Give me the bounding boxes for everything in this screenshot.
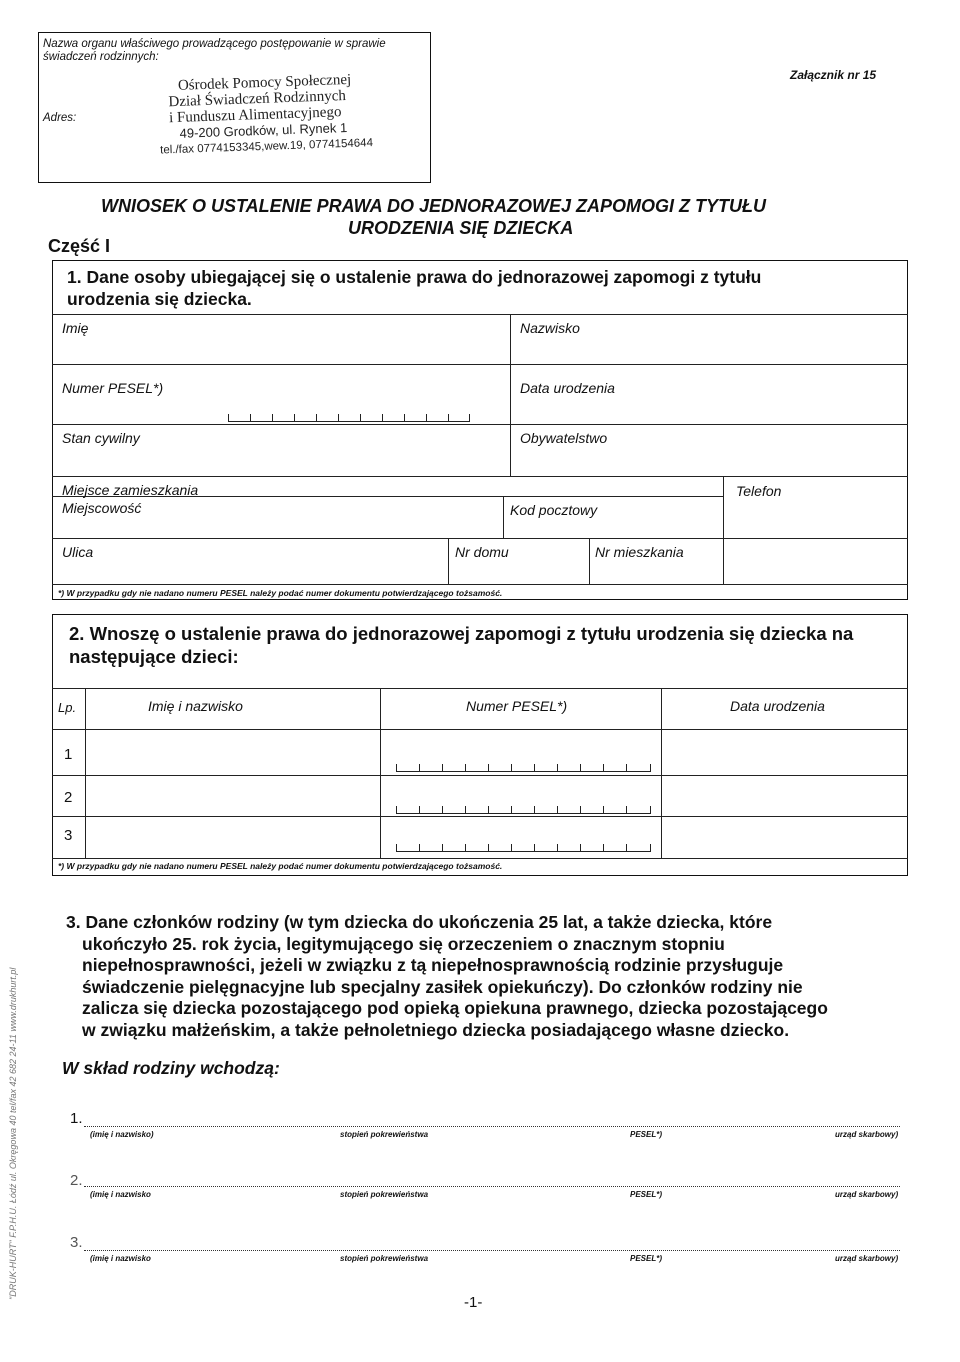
street-label: Ulica: [62, 544, 94, 560]
issuing-authority-box: [38, 32, 431, 183]
civil-status-label: Stan cywilny: [62, 430, 140, 446]
section1-heading: [67, 266, 761, 310]
page-number: -1-: [464, 1294, 483, 1311]
pesel-label: Numer PESEL*): [62, 380, 164, 396]
section3-heading-line: niepełnosprawności, jeżeli w związku z tą niepełnosprawnością rodzinie przysługuje: [82, 955, 784, 975]
grid-line: [52, 775, 908, 776]
col-name-header: Imię i nazwisko: [148, 698, 243, 714]
grid-line: [723, 476, 724, 584]
section2-heading: [69, 622, 853, 668]
attachment-number: Załącznik nr 15: [790, 68, 877, 82]
grid-line: [52, 858, 908, 859]
locality-label: Miejscowość: [62, 500, 142, 516]
phone-label: Telefon: [736, 483, 782, 499]
pesel-caption: PESEL*): [630, 1254, 663, 1263]
grid-line: [52, 729, 908, 730]
name-caption: (imię i nazwisko: [90, 1254, 151, 1263]
entry-number: 1.: [70, 1110, 83, 1127]
grid-line: [52, 688, 908, 689]
grid-line: [448, 538, 449, 584]
row-number: 1: [64, 746, 73, 763]
relationship-caption: stopień pokrewieństwa: [340, 1254, 429, 1263]
grid-line: [510, 314, 511, 476]
organ-label: Nazwa organu właściwego prowadzącego postępowanie w sprawie świadczeń rodzinnych:: [43, 38, 386, 63]
section3-heading-line: świadczenie pielęgnacyjne lub specjalny zasiłek opiekuńczy). Do członków rodziny nie: [82, 976, 803, 997]
form-title-line1: WNIOSEK O USTALENIE PRAWA DO JEDNORAZOWEJ ZAPOMOGI Z TYTUŁU: [101, 196, 767, 216]
grid-line: [52, 538, 908, 539]
col-pesel-header: Numer PESEL*): [466, 698, 568, 714]
applicant-pesel-field[interactable]: [228, 412, 470, 422]
entry-number: 3.: [70, 1234, 83, 1251]
family-member-1-field[interactable]: [84, 1126, 900, 1127]
section3-heading-line: w związku małżeńskim, a także pełnoletniego dziecka posiadającego własne dziecko.: [82, 1019, 790, 1040]
tax-office-caption: urząd skarbowy): [835, 1190, 899, 1199]
row-number: 3: [64, 827, 73, 844]
grid-line: [52, 584, 908, 585]
house-number-label: Nr domu: [455, 544, 509, 560]
grid-line: [52, 364, 908, 365]
citizenship-label: Obywatelstwo: [520, 430, 608, 446]
apartment-number-label: Nr mieszkania: [595, 544, 684, 560]
relationship-caption: stopień pokrewieństwa: [340, 1130, 429, 1139]
grid-line: [52, 476, 908, 477]
name-caption: (imię i nazwisko: [90, 1190, 151, 1199]
surname-label: Nazwisko: [520, 320, 580, 336]
child3-pesel-field[interactable]: [396, 842, 651, 852]
col-number-header: Lp.: [58, 700, 77, 715]
grid-line: [380, 688, 381, 858]
section1-heading-line2: urodzenia się dziecka.: [67, 289, 252, 309]
pesel-caption: PESEL*): [630, 1130, 663, 1139]
grid-line: [52, 816, 908, 817]
pesel-caption: PESEL*): [630, 1190, 663, 1199]
section3-heading: [66, 912, 828, 1041]
row-number: 2: [64, 789, 73, 806]
section2-heading-line1: 2. Wnoszę o ustalenie prawa do jednorazowej zapomogi z tytułu urodzenia się dziecka na: [69, 623, 854, 644]
grid-line: [661, 688, 662, 858]
stamp-line: 49-200 Grodków, ul. Rynek 1: [179, 119, 348, 141]
section1-footnote: *) W przypadku gdy nie nadano numeru PESEL należy podać numer dokumentu potwierdzającego tożsamość.: [58, 588, 503, 598]
grid-line: [52, 424, 908, 425]
family-composition-label: W skład rodziny wchodzą:: [62, 1058, 280, 1078]
residence-label: Miejsce zamieszkania: [62, 482, 199, 498]
children-section: [52, 614, 908, 876]
stamp-line: Ośrodek Pomocy Społecznej: [177, 71, 352, 94]
section3-heading-line: zalicza się dziecka pozostającego pod opieką opiekuna prawnego, dziecka pozostającego: [82, 998, 828, 1018]
first-name-label: Imię: [62, 320, 89, 336]
birth-date-label: Data urodzenia: [520, 380, 615, 396]
stamp-line: tel./fax 0774153345,wew.19, 0774154644: [159, 137, 374, 157]
section3-heading-line: ukończyło 25. rok życia, legitymującego się orzeczeniem o znacznym stopniu: [82, 933, 725, 954]
grid-line: [85, 688, 86, 858]
form-title-line2: URODZENIA SIĘ DZIECKA: [348, 218, 574, 238]
col-birthdate-header: Data urodzenia: [730, 698, 825, 714]
grid-line: [503, 496, 504, 538]
office-stamp: [148, 71, 374, 159]
child2-pesel-field[interactable]: [396, 804, 651, 814]
family-member-3-field[interactable]: [84, 1250, 900, 1251]
part-label: Część I: [48, 236, 111, 256]
child1-pesel-field[interactable]: [396, 762, 651, 772]
relationship-caption: stopień pokrewieństwa: [340, 1190, 429, 1199]
stamp-line: i Funduszu Alimentacyjnego: [168, 104, 342, 127]
section2-heading-line2: następujące dzieci:: [69, 646, 239, 667]
section3-heading-line: 3. Dane członków rodziny (w tym dziecka do ukończenia 25 lat, a także dziecka, które: [66, 912, 773, 932]
tax-office-caption: urząd skarbowy): [835, 1130, 899, 1139]
postal-code-label: Kod pocztowy: [510, 502, 598, 518]
tax-office-caption: urząd skarbowy): [835, 1254, 899, 1263]
grid-line: [52, 314, 908, 315]
family-member-2-field[interactable]: [84, 1186, 900, 1187]
grid-line: [589, 538, 590, 584]
printer-imprint: "DRUK-HURT" F.P.H.U. Łódź ul. Okręgowa 40 tel/fax 42 682 24-11 www.drukhurt.pl: [8, 967, 18, 1300]
stamp-line: Dział Świadczeń Rodzinnych: [168, 88, 347, 111]
entry-number: 2.: [70, 1172, 83, 1189]
section1-heading-line1: 1. Dane osoby ubiegającej się o ustalenie prawa do jednorazowej zapomogi z tytułu: [67, 267, 762, 287]
address-label: Adres:: [43, 112, 77, 124]
section2-footnote: *) W przypadku gdy nie nadano numeru PESEL należy podać numer dokumentu potwierdzającego tożsamość.: [58, 861, 503, 871]
name-caption: (imię i nazwisko): [90, 1130, 154, 1139]
